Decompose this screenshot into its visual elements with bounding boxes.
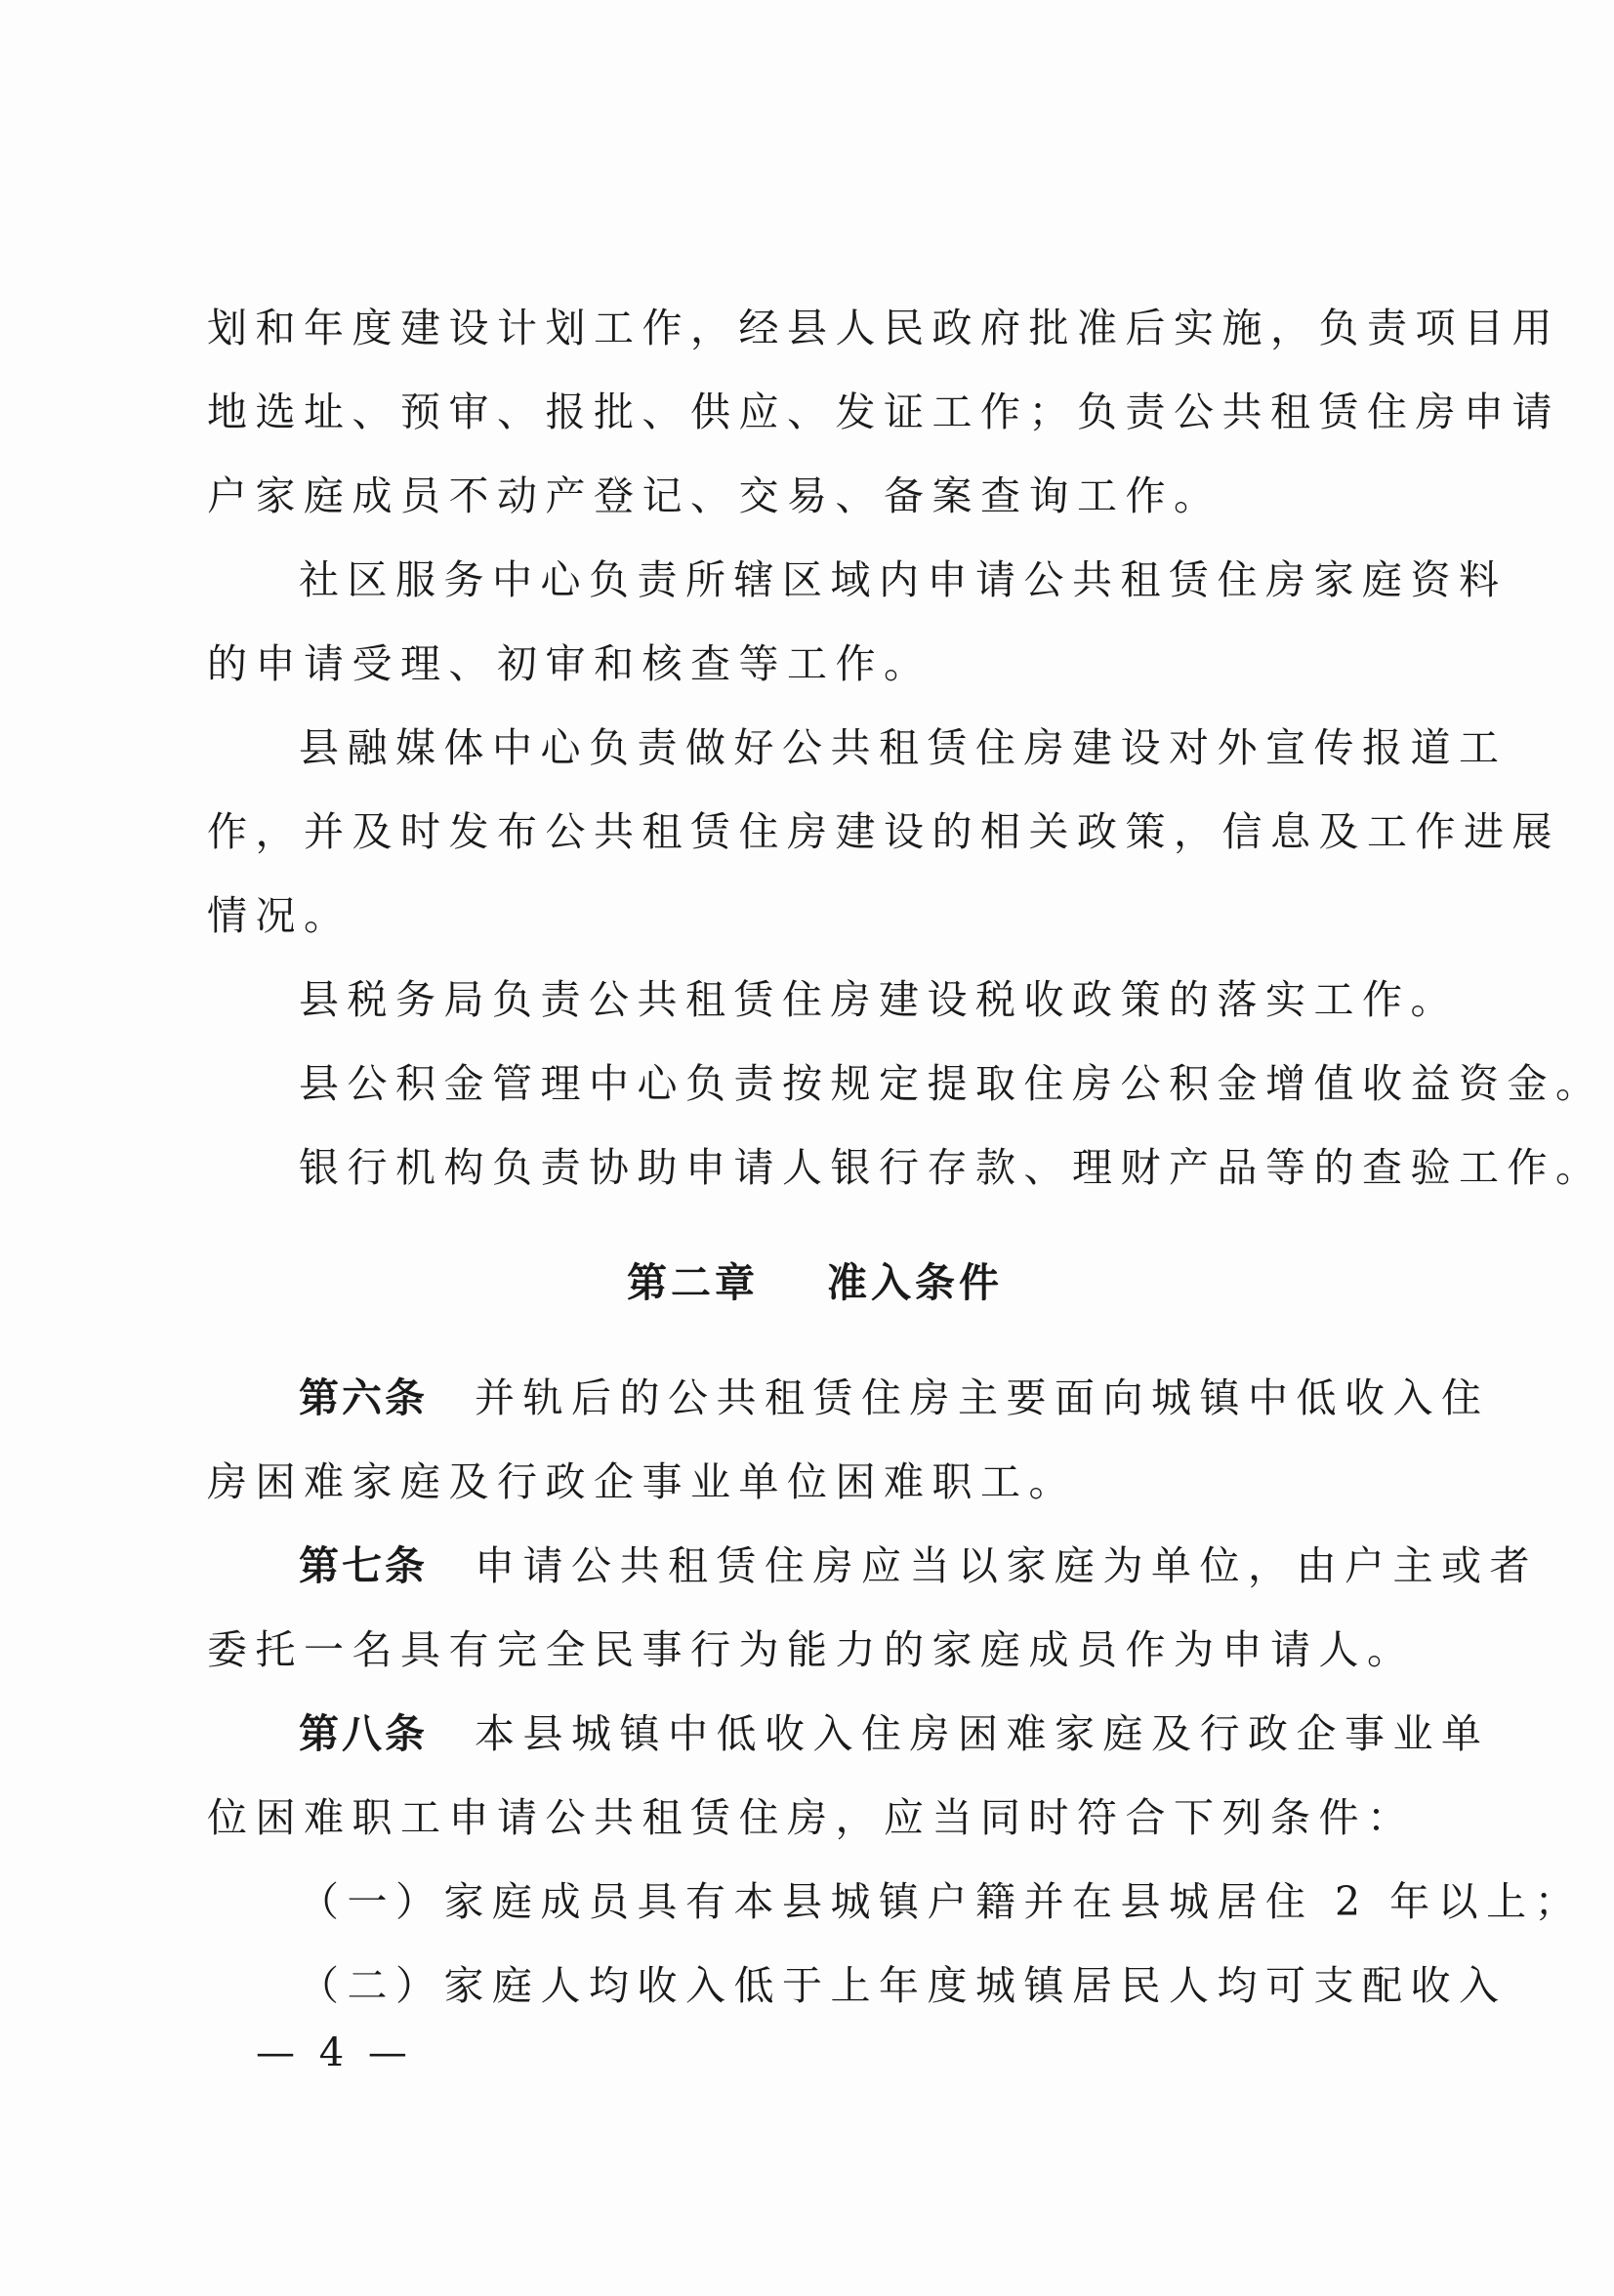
document-body bbox=[207, 286, 1604, 2028]
text-line: 户家庭成员不动产登记、交易、备案查询工作。 bbox=[207, 472, 1222, 519]
chapter-heading bbox=[207, 1210, 1418, 1356]
article-text: 申请公共租赁住房应当以家庭为单位，由户主或者 bbox=[475, 1542, 1538, 1589]
text-line: 作，并及时发布公共租赁住房建设的相关政策，信息及工作进展 bbox=[207, 808, 1560, 855]
text-line: 房困难家庭及行政企事业单位困难职工。 bbox=[207, 1458, 1077, 1505]
article-line bbox=[207, 1524, 1538, 1608]
condition-item: （一）家庭成员具有本县城镇户籍并在县城居住 2 年以上； bbox=[299, 1878, 1584, 1925]
text-line: 县融媒体中心负责做好公共租赁住房建设对外宣传报道工 bbox=[299, 724, 1508, 771]
chapter-number: 第二章 bbox=[627, 1259, 759, 1306]
text-line: 划和年度建设计划工作，经县人民政府批准后实施，负责项目用 bbox=[207, 305, 1560, 351]
article-text: 并轨后的公共租赁住房主要面向城镇中低收入住 bbox=[475, 1374, 1490, 1421]
article-line bbox=[207, 1356, 1490, 1440]
text-line: 县公积金管理中心负责按规定提取住房公积金增值收益资金。 bbox=[299, 1060, 1604, 1107]
article-heading: 第八条 bbox=[299, 1710, 428, 1757]
text-line: 银行机构负责协助申请人银行存款、理财产品等的查验工作。 bbox=[299, 1144, 1604, 1191]
text-line: 委托一名具有完全民事行为能力的家庭成员作为申请人。 bbox=[207, 1626, 1416, 1673]
text-line: 县税务局负责公共租赁住房建设税收政策的落实工作。 bbox=[299, 976, 1459, 1023]
text-line: 情况。 bbox=[207, 892, 352, 939]
text-line: 社区服务中心负责所辖区域内申请公共租赁住房家庭资料 bbox=[299, 556, 1508, 603]
article-heading: 第六条 bbox=[299, 1374, 428, 1421]
page-number: — 4 — bbox=[256, 2030, 413, 2075]
text-line: 的申请受理、初审和核查等工作。 bbox=[207, 640, 932, 687]
text-line: 位困难职工申请公共租赁住房，应当同时符合下列条件： bbox=[207, 1794, 1416, 1841]
article-heading: 第七条 bbox=[299, 1542, 428, 1589]
text-line: 地选址、预审、报批、供应、发证工作；负责公共租赁住房申请 bbox=[207, 389, 1560, 435]
article-text: 本县城镇中低收入住房困难家庭及行政企事业单 bbox=[475, 1710, 1490, 1757]
chapter-title: 准入条件 bbox=[827, 1259, 1003, 1306]
article-line bbox=[207, 1692, 1490, 1776]
condition-item: （二）家庭人均收入低于上年度城镇居民人均可支配收入 bbox=[299, 1962, 1508, 2009]
